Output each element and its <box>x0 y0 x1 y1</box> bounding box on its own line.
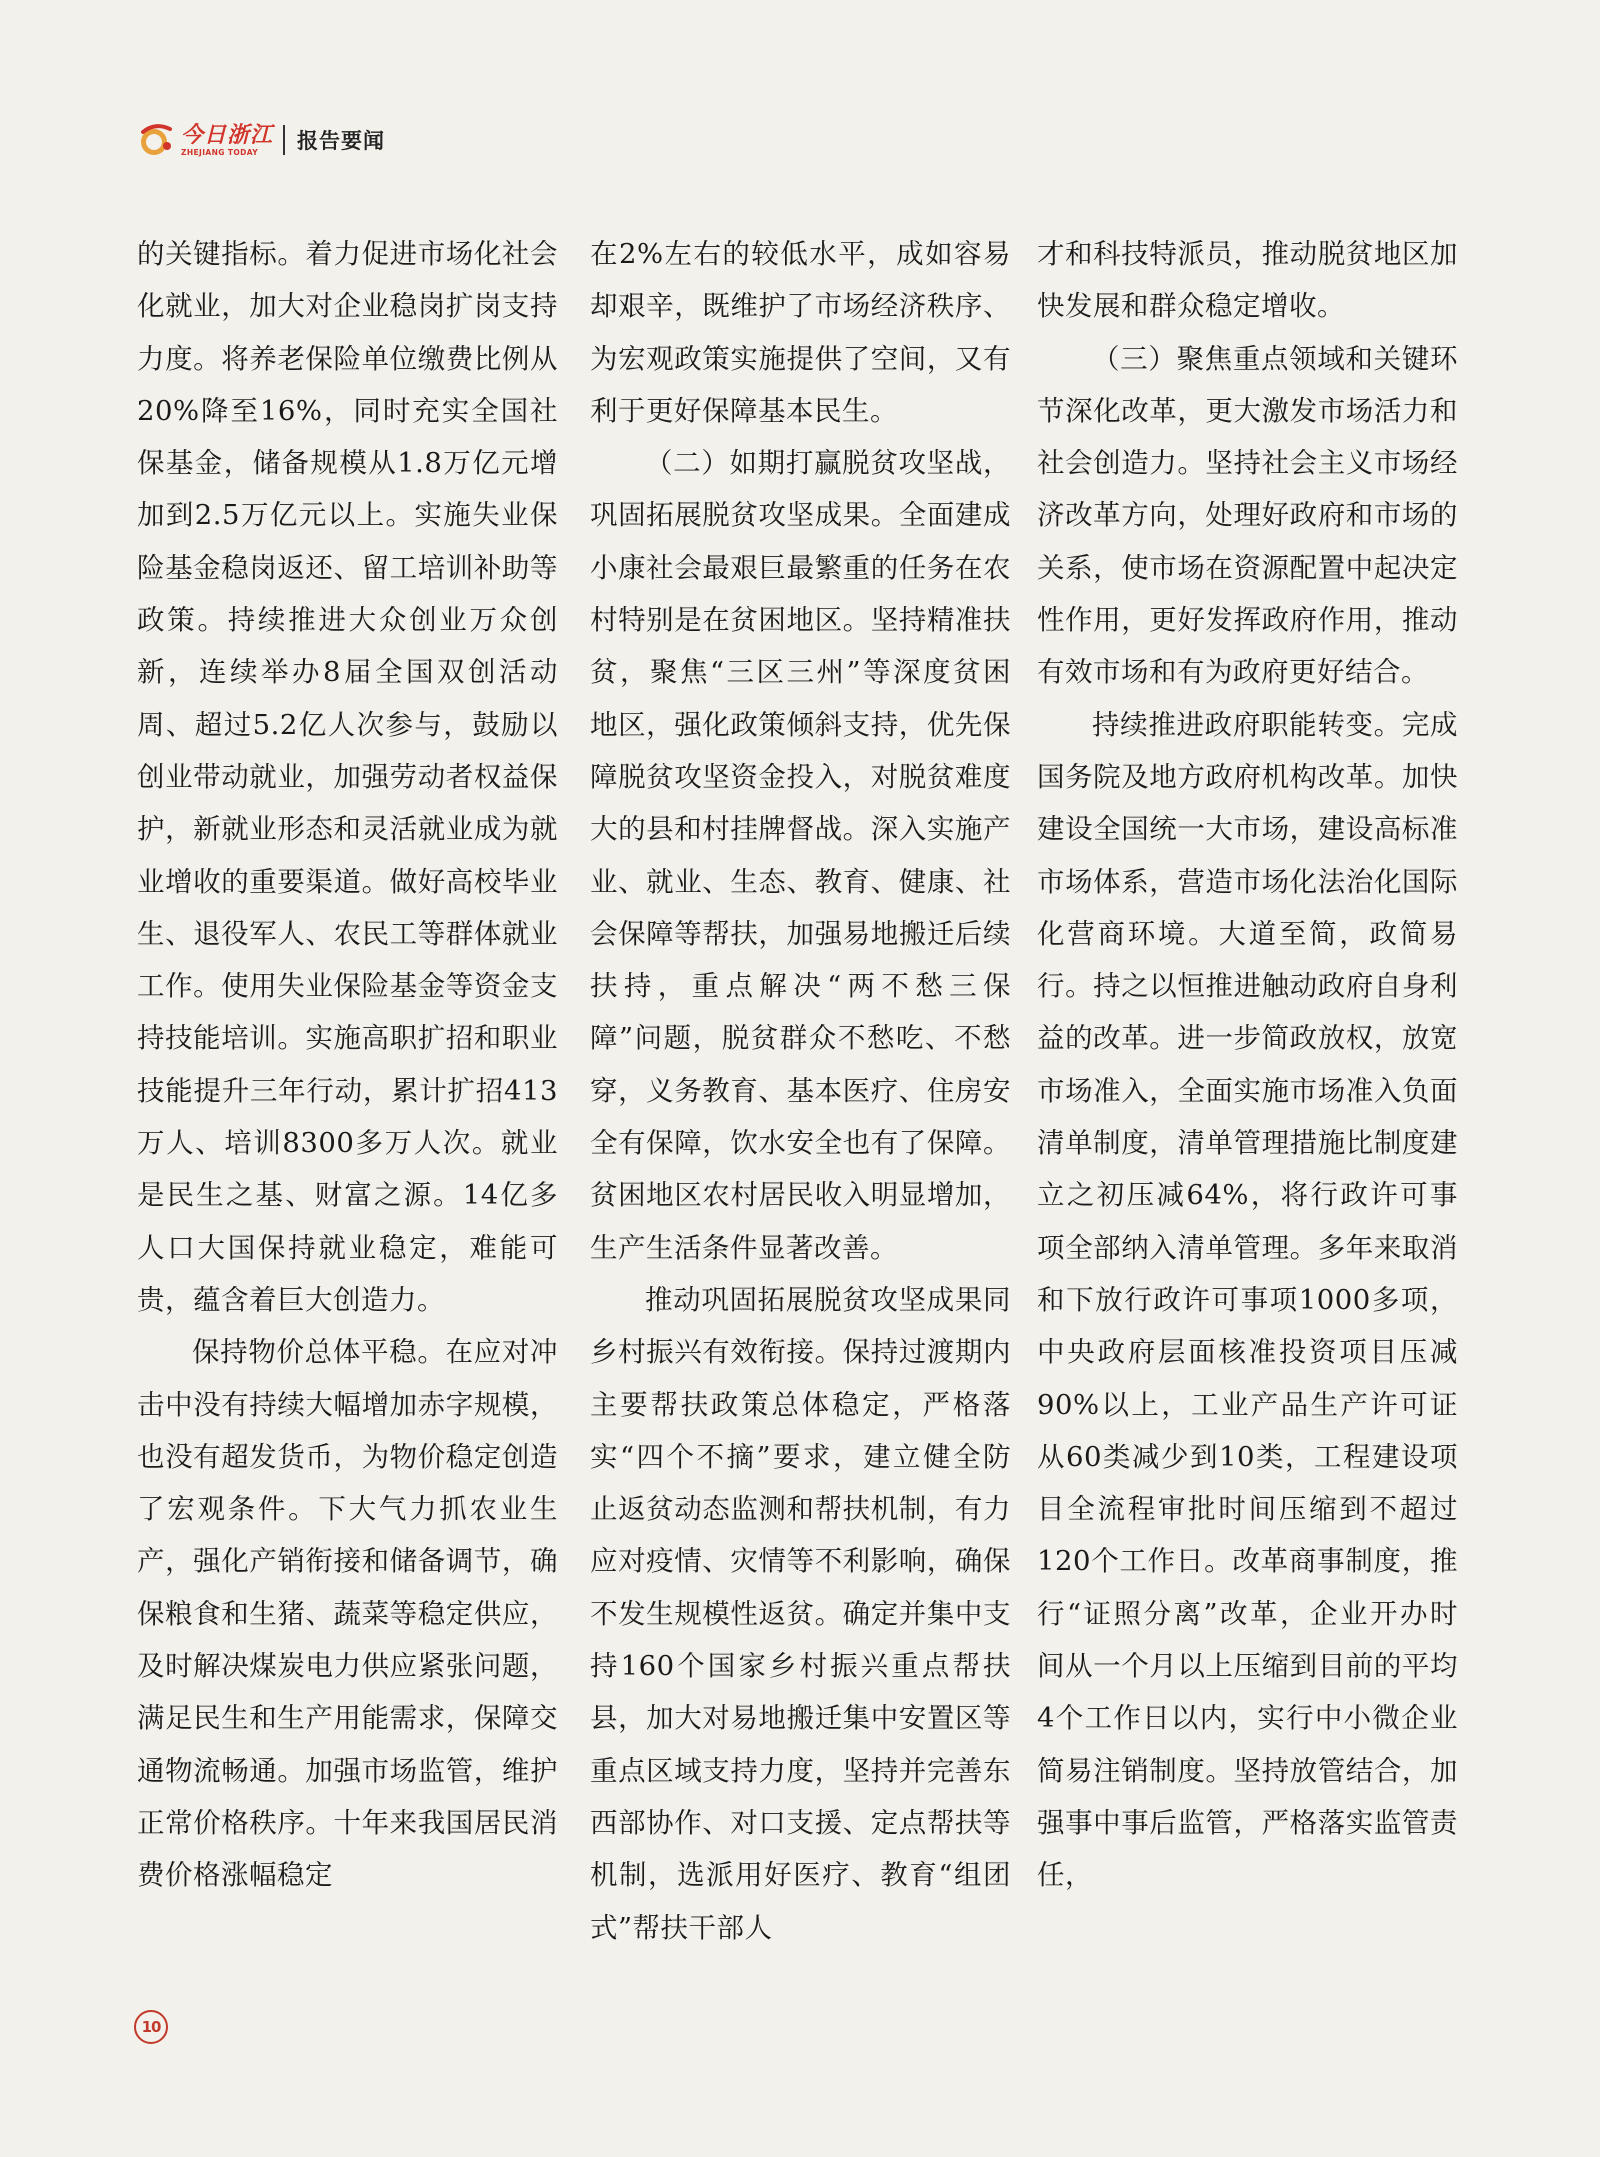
text-column-3 <box>1037 228 1458 1902</box>
paragraph: （二）如期打赢脱贫攻坚战，巩固拓展脱贫攻坚成果。全面建成小康社会最艰巨最繁重的任务在农村特别是在贫困地区。坚持精准扶贫，聚焦“三区三州”等深度贫困地区，强化政策倾斜支持，优先保障脱贫攻坚资金投入，对脱贫难度大的县和村挂牌督战。深入实施产业、就业、生态、教育、健康、社会保障等帮扶，加强易地搬迁后续扶持，重点解决“两不愁三保障”问题，脱贫群众不愁吃、不愁穿，义务教育、基本医疗、住房安全有保障，饮水安全也有了保障。贫困地区农村居民收入明显增加，生产生活条件显著改善。 <box>590 447 1011 1264</box>
header-divider <box>283 125 285 155</box>
zhejiang-today-logo <box>137 120 273 160</box>
paragraph: 保持物价总体平稳。在应对冲击中没有持续大幅增加赤字规模，也没有超发货币，为物价稳定创造了宏观条件。下大气力抓农业生产，强化产销衔接和储备调节，确保粮食和生猪、蔬菜等稳定供应，及时解决煤炭电力供应紧张问题，满足民生和生产用能需求，保障交通物流畅通。加强市场监管，维护正常价格秩序。十年来我国居民消费价格涨幅稳定 <box>137 1336 558 1892</box>
text-column-1 <box>137 228 558 1902</box>
text-column-2 <box>590 228 1011 1954</box>
paragraph: 在2%左右的较低水平，成如容易却艰辛，既维护了市场经济秩序、为宏观政策实施提供了空间，又有利于更好保障基本民生。 <box>590 238 1011 427</box>
paragraph: 才和科技特派员，推动脱贫地区加快发展和群众稳定增收。 <box>1037 238 1458 323</box>
paragraph: 持续推进政府职能转变。完成国务院及地方政府机构改革。加快建设全国统一大市场，建设高标准市场体系，营造市场化法治化国际化营商环境。大道至简，政简易行。持之以恒推进触动政府自身利益的改革。进一步简政放权，放宽市场准入，全面实施市场准入负面清单制度，清单管理措施比制度建立之初压减64%，将行政许可事项全部纳入清单管理。多年来取消和下放行政许可事项1000多项，中央政府层面核准投资项目压减90%以上，工业产品生产许可证从60类减少到10类，工程建设项目全流程审批时间压缩到不超过120个工作日。改革商事制度，推行“证照分离”改革，企业开办时间从一个月以上压缩到目前的平均4个工作日以内，实行中小微企业简易注销制度。坚持放管结合，加强事中事后监管，严格落实监管责任， <box>1037 708 1458 1892</box>
paragraph: （三）聚焦重点领域和关键环节深化改革，更大激发市场活力和社会创造力。坚持社会主义市场经济改革方向，处理好政府和市场的关系，使市场在资源配置中起决定性作用，更好发挥政府作用，推动有效市场和有为政府更好结合。 <box>1037 342 1458 689</box>
page-header <box>137 118 385 162</box>
logo-chinese-text: 今日浙江 <box>181 121 274 148</box>
page-number: 10 <box>134 2010 168 2044</box>
sun-logo-icon <box>137 120 177 160</box>
paragraph: 的关键指标。着力促进市场化社会化就业，加大对企业稳岗扩岗支持力度。将养老保险单位缴费比例从20%降至16%，同时充实全国社保基金，储备规模从1.8万亿元增加到2.5万亿元以上。实施失业保险基金稳岗返还、留工培训补助等政策。持续推进大众创业万众创新，连续举办8届全国双创活动周、超过5.2亿人次参与，鼓励以创业带动就业，加强劳动者权益保护，新就业形态和灵活就业成为就业增收的重要渠道。做好高校毕业生、退役军人、农民工等群体就业工作。使用失业保险基金等资金支持技能培训。实施高职扩招和职业技能提升三年行动，累计扩招413万人、培训8300多万人次。就业是民生之基、财富之源。14亿多人口大国保持就业稳定，难能可贵，蕴含着巨大创造力。 <box>137 238 558 1316</box>
section-title: 报告要闻 <box>297 129 386 153</box>
logo-english-text: ZHEJIANG TODAY <box>181 147 259 157</box>
paragraph: 推动巩固拓展脱贫攻坚成果同乡村振兴有效衔接。保持过渡期内主要帮扶政策总体稳定，严格落实“四个不摘”要求，建立健全防止返贫动态监测和帮扶机制，有力应对疫情、灾情等不利影响，确保不发生规模性返贫。确定并集中支持160个国家乡村振兴重点帮扶县，加大对易地搬迁集中安置区等重点区域支持力度，坚持并完善东西部协作、对口支援、定点帮扶等机制，选派用好医疗、教育“组团式”帮扶干部人 <box>590 1283 1011 1944</box>
